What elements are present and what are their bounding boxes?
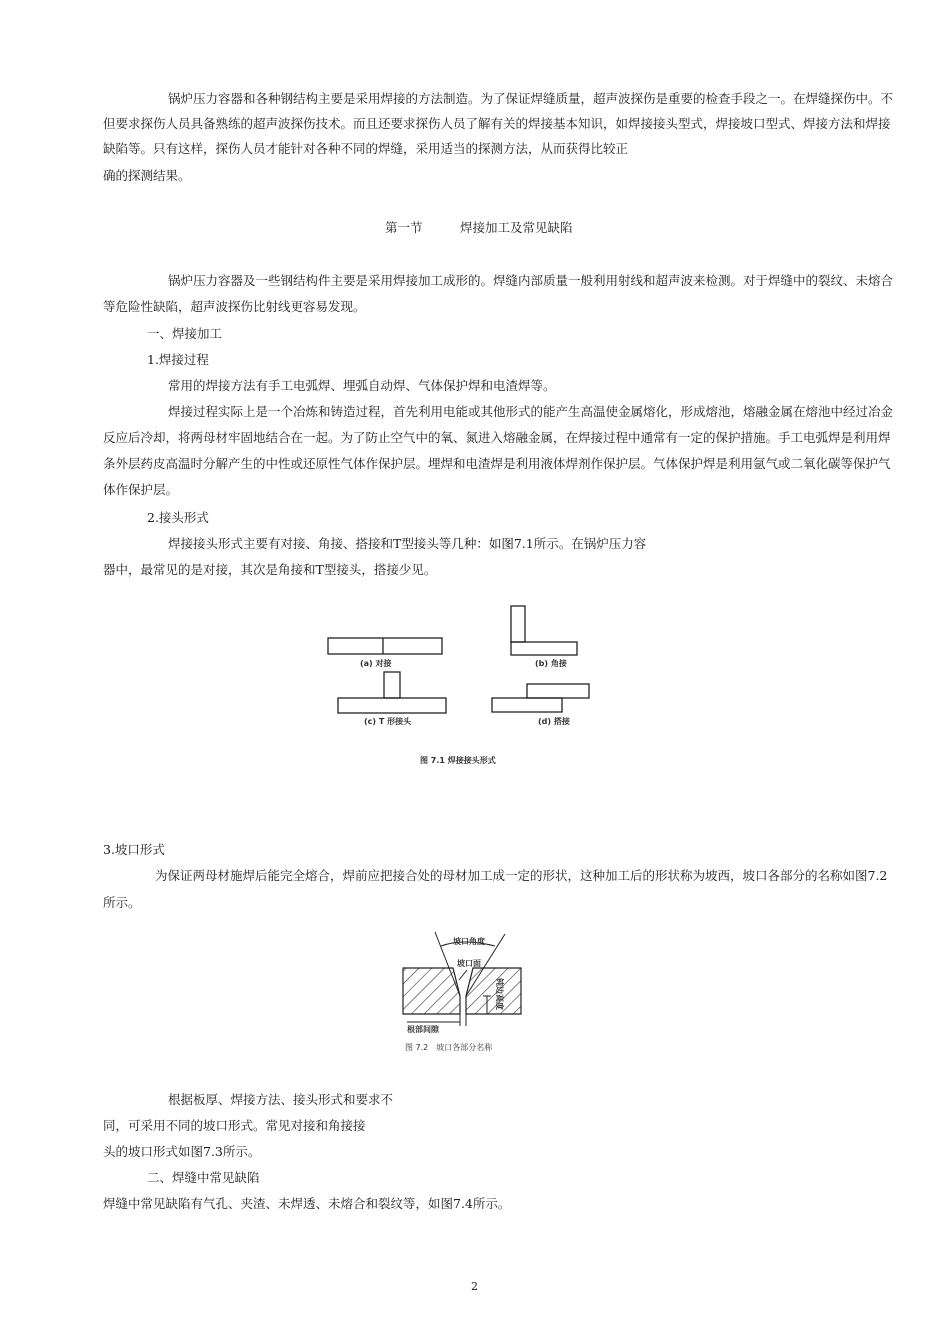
fig71-label-a: (a) 对接 xyxy=(360,659,392,668)
sub2-heading: 2.接头形式 xyxy=(147,510,209,525)
after-fig72-line-3: 头的坡口形式如图7.3所示。 xyxy=(103,1144,261,1159)
fig72-caption: 图 7.2 坡口各部分名称 xyxy=(405,1043,493,1052)
section-intro-line-1: 锅炉压力容器及一些钢结构件主要是采用焊接加工成形的。焊缝内部质量一般利用射线和超声波来检测。对于焊缝中的裂纹、未熔合 xyxy=(168,273,894,288)
sub1-line-1: 焊接过程实际上是一个冶炼和铸造过程，首先利用电能或其他形式的能产生高温使金属熔化，形成熔池，熔融金属在熔池中经过冶金 xyxy=(168,404,894,419)
intro-line-1: 锅炉压力容器和各种钢结构主要是采用焊接的方法制造。为了保证焊缝质量，超声波探伤是重要的检查手段之一。在焊缝探伤中。不 xyxy=(168,91,894,106)
page-number: 2 xyxy=(471,1280,478,1293)
figure-7-2 xyxy=(397,926,547,1056)
fig72-label-blunt: 钝边高度 xyxy=(495,978,504,1010)
intro-line-4: 确的探测结果。 xyxy=(103,168,191,183)
figure-7-1 xyxy=(320,600,620,780)
part2-line: 焊缝中常见缺陷有气孔、夹渣、未焊透、未熔合和裂纹等，如图7.4所示。 xyxy=(103,1196,511,1211)
after-fig72-line-1: 根据板厚、焊接方法、接头形式和要求不 xyxy=(168,1092,394,1107)
fig71-label-d: (d) 搭接 xyxy=(538,717,570,726)
part1-heading: 一、焊接加工 xyxy=(147,326,223,341)
sub2-line-1: 焊接接头形式主要有对接、角接、搭接和T型接头等几种：如图7.1所示。在锅炉压力容 xyxy=(168,536,647,551)
after-fig72-line-2: 同，可采用不同的坡口形式。常见对接和角接接 xyxy=(103,1118,366,1133)
sub1-methods: 常用的焊接方法有手工电弧焊、埋弧自动焊、气体保护焊和电渣焊等。 xyxy=(168,378,556,393)
fig72-label-angle: 坡口角度 xyxy=(453,937,485,946)
fig71-label-c: (c) T 形接头 xyxy=(364,717,412,726)
fig71-b-horizontal-plate xyxy=(511,642,577,655)
fig72-right-plate xyxy=(466,968,521,1014)
sub2-line-2: 器中，最常见的是对接，其次是角接和T型接头，搭接少见。 xyxy=(103,562,437,577)
section-number: 第一节 xyxy=(385,220,423,235)
sub3-line-2: 所示。 xyxy=(103,895,141,910)
fig71-caption: 图 7.1 焊接接头形式 xyxy=(420,756,496,765)
fig71-label-b: (b) 角接 xyxy=(535,659,567,668)
fig71-d-top-plate xyxy=(527,684,589,698)
sub3-heading: 3.坡口形式 xyxy=(103,842,165,857)
fig71-a-plate xyxy=(328,638,442,654)
fig72-label-gap: 根部间隙 xyxy=(407,1025,439,1034)
sub1-line-3: 条外层药皮高温时分解产生的中性或还原性气体作保护层。埋焊和电渣焊是利用液体焊剂作保护层。气体保护焊是利用氩气或二氧化碳等保护气 xyxy=(103,456,891,471)
section-title: 焊接加工及常见缺陷 xyxy=(460,220,573,235)
sub3-line-1: 为保证两母材施焊后能完全熔合，焊前应把接合处的母材加工成一定的形状，这种加工后的形状称为坡西，坡口各部分的名称如图7.2 xyxy=(155,868,888,883)
intro-line-2: 但要求探伤人员具备熟练的超声波探伤技术。而且还要求探伤人员了解有关的焊接基本知识，如焊接接头型式，焊接坡口型式、焊接方法和焊接 xyxy=(103,116,891,131)
part2-heading: 二、焊缝中常见缺陷 xyxy=(147,1170,260,1185)
fig71-c-stem xyxy=(384,672,400,698)
fig71-c-base xyxy=(338,698,446,713)
intro-line-3: 缺陷等。只有这样，探伤人员才能针对各种不同的焊缝，采用适当的探测方法，从而获得比较正 xyxy=(103,141,629,156)
fig71-d-bottom-plate xyxy=(492,698,562,712)
sub1-heading: 1.焊接过程 xyxy=(147,352,209,367)
fig72-label-face: 坡口面 xyxy=(457,959,481,968)
sub1-line-4: 体作保护层。 xyxy=(103,482,179,497)
fig71-b-vertical-plate xyxy=(511,606,525,642)
section-intro-line-2: 等危险性缺陷，超声波探伤比射线更容易发现。 xyxy=(103,299,366,314)
sub1-line-2: 反应后冷却，将两母材牢固地结合在一起。为了防止空气中的氧、氮进入熔融金属，在焊接过程中通常有一定的保护措施。手工电弧焊是利用焊 xyxy=(103,430,891,445)
